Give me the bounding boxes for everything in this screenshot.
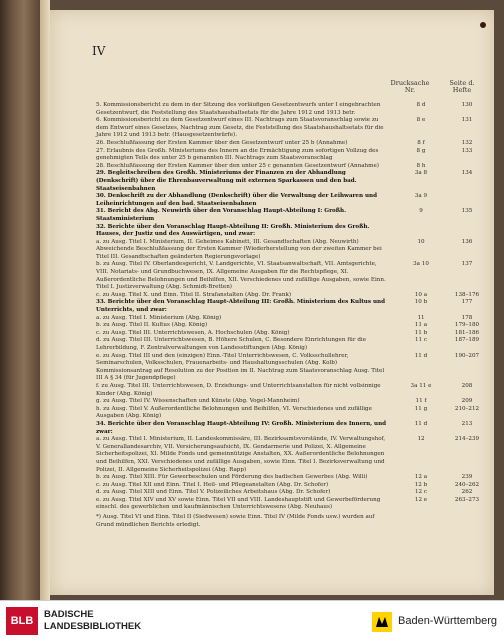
toc-entry-text: g. zu Ausg. Titel IV. Wissenschaften und Künste (Abg. Vogel-Mannheim) — [96, 398, 300, 405]
page-corner-mark — [480, 22, 486, 28]
toc-entry-text: b. zu Ausg. Titel XIII. Für Gewerbeschulen und Förderung des badischen Gewerbes (Abg. Willi) — [96, 474, 368, 481]
toc-entry — [96, 353, 486, 368]
toc-entry-page: 239 — [461, 474, 473, 481]
toc-entry-drucksache: 10 b — [414, 299, 428, 306]
toc-entry-drucksache: 11 f — [415, 398, 427, 405]
toc-entry-text: c. zu Ausg. Titel X. und Einn. Titel II. Strafanstalten (Abg. Dr. Frank) — [96, 291, 292, 298]
toc-entry — [96, 163, 486, 171]
page-number: IV — [92, 44, 106, 58]
toc-entry — [96, 330, 486, 338]
toc-entry-text: a. zu Ausg. Titel I. Ministerium (Abg. König) — [96, 314, 222, 321]
toc-entry-drucksache: 10 — [417, 238, 425, 245]
toc-entry — [96, 193, 486, 208]
toc-entry — [96, 398, 486, 406]
toc-entry — [96, 497, 486, 512]
toc-entry-page: 131 — [461, 117, 473, 124]
toc-entry-page: 240–262 — [454, 481, 480, 488]
toc-entry-text: c. zu Ausg. Titel III. Unterrichtswesen, A. Hochschulen (Abg. König) — [96, 329, 290, 336]
toc-entry-page: 179–180 — [454, 322, 480, 329]
toc-entry-page: 130 — [461, 102, 473, 108]
toc-entry — [96, 337, 486, 352]
toc-entry — [96, 170, 486, 193]
footer-bar — [0, 600, 504, 642]
toc-entry — [96, 489, 486, 497]
toc-entry-drucksache: 11 b — [414, 329, 428, 336]
baden-wuerttemberg-lion-icon — [372, 612, 392, 632]
toc-entry-page: 178 — [461, 314, 473, 321]
toc-entry — [96, 436, 486, 474]
toc-entry-drucksache: 8 h — [416, 162, 426, 169]
binding-edge — [40, 0, 50, 600]
column-header-page: Seite d. Hefte — [449, 79, 475, 94]
toc-entry-drucksache: 12 b — [414, 481, 428, 488]
toc-entry-text: a. zu Ausg. Titel I. Ministerium, II. Landeskommissäre, III. Bezirksamtsvorstände, IV. Verwaltungshof, V. Generallandesarchiv, VII. Versicherungsaufsicht, IX. Gendarmerie und Polizei, X. Allgemeine Sicherheitspolizei, XI. Milde Fonds und gemeinnützige Anstalten, XX. Außerordentliche Belohnungen und Beihilfen, XXI. Verschiedenes und zufällige Ausgaben, sowie Einn. Titel I. Bezirksverwaltung und Polizei, II. Allgemeine Sicherheitspolizei (Abg. Rapp) — [96, 436, 386, 473]
toc-entry-page: 132 — [461, 139, 473, 146]
toc-entry — [96, 261, 486, 291]
toc-entry-text: 31. Bericht des Abg. Neuwirth über den Voranschlag Haupt-Abteilung I: Großh. Staatsministerium — [96, 208, 347, 222]
toc-entry-text: 6. Kommissionsbericht zu dem Gesetzentwurf eines III. Nachtrags zum Staatsvoranschlag sowie zu dem Entwurf eines Gesetzes, Nachtrag zum Gesetz, die Feststellung des Staatshaushaltsetats für die Jahre 1912 und 1913 betr. (Hausgesetzentwürfe). — [96, 117, 384, 139]
toc-entry-text: 28. Beschlußfassung der Ersten Kammer über den unter 25 c genannten Gesetzentwurf (Annahme) — [96, 162, 379, 169]
toc-entry-text: b. zu Ausg. Titel IV. Oberlandesgericht, V. Landgerichte, VI. Staatsanwaltschaft, VII. Amtsgerichte, VIII. Notariats- und Grundbuchwesen, IX. Allgemeine Ausgaben für die Rechtspflege, XI. Außerordentliche Belohnungen und Beihilfen, XII. Verschiedenes und zufällige Ausgaben, sowie Einn. Titel I. Justizverwaltung (Abg. Schmidt-Bretten) — [96, 261, 386, 291]
toc-entry-text: b. zu Ausg. Titel II. Kultus (Abg. König) — [96, 322, 208, 329]
toc-entry-page: 177 — [461, 299, 473, 306]
toc-entry-drucksache: 3a 10 — [413, 261, 429, 268]
toc-entry-text: Kommissionsantrag auf Resolution zu der Position im II. Nachtrag zum Staatsvoranschlag Ausg. Titel III A § 34 (für Jugendpflege) — [96, 367, 385, 382]
toc-entry-drucksache: 12 e — [414, 496, 428, 503]
toc-entry-page: 213 — [461, 420, 473, 427]
toc-entry-text: 34. Berichte über den Voranschlag Haupt-Abteilung IV: Großh. Ministerium des Innern, und zwar: — [96, 420, 387, 435]
toc-entry-page: 187–189 — [454, 337, 480, 344]
toc-entry-page: 210–212 — [454, 405, 480, 412]
toc-entry-page: 138–176 — [454, 291, 480, 298]
toc-entry-page: 137 — [461, 261, 473, 268]
toc-entry-drucksache: 3a 11 e — [410, 382, 432, 389]
toc-entry — [96, 299, 486, 314]
table-of-contents — [96, 102, 486, 529]
toc-entry-drucksache: 10 a — [414, 291, 428, 298]
toc-entry-text: h. zu Ausg. Titel V. Außerordentliche Belohnungen und Beihilfen, VI. Verschiedenes und zufällige Ausgaben (Abg. König) — [96, 405, 372, 420]
toc-entry — [96, 208, 486, 223]
book-binding — [0, 0, 40, 600]
toc-entry-text: 29. Begleitschreiben des Großh. Ministeriums der Finanzen zu der Abhandlung (Denkschrift) über die Ehrenbauverwaltung mit externen Sparkassen und den bad. Staatseisenbahnen — [96, 170, 357, 192]
blb-name-line2: LANDESBIBLIOTHEK — [44, 621, 142, 632]
toc-entry-text: c. zu Ausg. Titel XII und Einn. Titel I. Heil- und Pflegeanstalten (Abg. Dr. Schofer) — [96, 481, 329, 488]
toc-entry-drucksache: 3a 9 — [414, 193, 428, 200]
toc-entry-drucksache: 8 e — [416, 117, 426, 124]
toc-entry-drucksache: 8 f — [417, 139, 425, 146]
toc-entry-drucksache: 11 — [417, 314, 425, 321]
toc-entry-drucksache: 8 g — [416, 147, 426, 154]
toc-entry-page: 133 — [461, 147, 473, 154]
toc-entry-drucksache: 12 — [417, 436, 425, 443]
toc-entry-text: 33. Berichte über den Voranschlag Haupt-Abteilung III: Großh. Ministerium des Kultus und Unterrichts, und zwar: — [96, 299, 385, 314]
baden-wuerttemberg-label: Baden-Württemberg — [398, 615, 498, 627]
toc-entry — [96, 368, 486, 383]
toc-entry-text: 26. Beschlußfassung der Ersten Kammer über den Gesetzentwurf unter 25 b (Annahme) — [96, 139, 348, 146]
toc-entry — [96, 406, 486, 421]
toc-entry-drucksache: 11 d — [414, 420, 428, 427]
toc-entry-page: 214–239 — [454, 436, 480, 443]
toc-entry-drucksache: 11 d — [414, 352, 428, 359]
toc-entry-page: 135 — [461, 208, 473, 215]
toc-entry — [96, 239, 486, 262]
blb-logo-icon: BLB — [6, 607, 38, 635]
toc-entry-text: e. zu Ausg. Titel III und den (einzigen) Einn.-Titel Unterrichtswesen, C. Volksschullehrer, Seminarschulen, Volksschulen, Frauenarbeits- und Haushaltungsschulen (Abg. Kolb) — [96, 352, 349, 367]
toc-entry-text: 5. Kommissionsbericht zu dem in der Sitzung des vorläufigen Gesetzentwurfs unter I eingebrachten Gesetzentwurf, die Feststellung des Staatshaushaltsetats für die Jahre 1912 und 1913 betr. — [96, 102, 381, 116]
toc-entry-drucksache: 9 — [419, 208, 423, 215]
toc-entry — [96, 117, 486, 140]
toc-entry-text: 30. Denkschrift zu der Abhandlung (Denkschrift) über die Verwaltung der Leihwaren und Leiheinrichtungen auf den bad. Staatseisenbahnen — [96, 193, 378, 207]
toc-entry — [96, 140, 486, 148]
toc-entry-drucksache: 12 a — [414, 474, 428, 481]
toc-entry — [96, 322, 486, 330]
toc-entry — [96, 148, 486, 163]
toc-entry-page: 262 — [461, 489, 473, 496]
toc-entry-page: 263–273 — [454, 496, 480, 503]
toc-entry-page: 190–207 — [454, 352, 480, 359]
toc-entry-drucksache: 11 c — [414, 337, 428, 344]
toc-entry-text: 32. Berichte über den Voranschlag Haupt-Abteilung II: Großh. Ministerium des Großh. Hauses, der Justiz und des Auswärtigen, und zwar: — [96, 223, 370, 238]
document-page — [50, 10, 494, 595]
toc-entry — [96, 102, 486, 117]
footnote: *) Ausg. Titel VI und Einn. Titel II (Siedwesen) sowie Einn. Titel IV (Milde Fonds usw.) wurden auf Grund mündlichen Berichts erledigt. — [96, 514, 375, 528]
toc-entry — [96, 383, 486, 398]
toc-entry-drucksache: 8 d — [416, 102, 426, 108]
toc-entry — [96, 421, 486, 436]
blb-library-name — [44, 609, 141, 633]
toc-entry-text: d. zu Ausg. Titel III. Unterrichtswesen, B. Höhere Schulen, C. Besondere Einrichtungen für die Lehrerbildung, F. Zentralverwaltungen von Landesstiftungen (Abg. König) — [96, 337, 367, 351]
toc-entry-drucksache: 11 g — [414, 405, 428, 412]
toc-entry-page: 209 — [461, 398, 473, 405]
toc-entry-page: 181–186 — [454, 329, 480, 336]
column-header-ref: Drucksache Nr. — [390, 79, 430, 94]
toc-entry-page: 208 — [461, 382, 473, 389]
blb-name-line1: BADISCHE — [44, 609, 94, 620]
toc-entry-drucksache: 12 c — [414, 489, 428, 496]
toc-entry-page: 134 — [461, 170, 473, 177]
toc-entry-text: d. zu Ausg. Titel XIII und Einn. Titel V. Polizeiliches Arbeitshaus (Abg. Dr. Schofer) — [96, 489, 331, 496]
toc-entry-text: e. zu Ausg. Titel XIV und XV sowie Einn. Titel VII und VIII. Landeshauptstift und Gewerbeförderung einschl. des gewerblichen und kaufmännischen Unterrichtswesens (Abg. Neuhaus) — [96, 496, 381, 511]
toc-entry-page: 136 — [461, 238, 473, 245]
toc-entry-drucksache: 3a 8 — [414, 170, 428, 177]
toc-entry — [96, 224, 486, 239]
toc-entry-text: f. zu Ausg. Titel III. Unterrichtswesen, D. Erziehungs- und Unterrichtsanstalten für nicht vollsinnige Kinder (Abg. König) — [96, 382, 381, 397]
toc-entry-text: a. zu Ausg. Titel I. Ministerium, II. Geheimes Kabinett, III. Gesandtschaften (Abg. Neuwirth) Abweichende Beschlußfassung der Ersten Kammer (Wiederherstellung von der zweiten Kammer bei Titel III. Gesandtschaften geänderten Regierungsvorlage) — [96, 238, 382, 260]
toc-entry-text: 27. Erlaubnis des Großh. Ministeriums des Innern an die Ermächtigung zum sofortigen Vollzug des genehmigten Teils des unter 25 b genannten III. Nachtrags zum Staatsvoranschlag — [96, 147, 379, 162]
toc-entry-drucksache: 11 a — [414, 322, 428, 329]
toc-entry — [96, 474, 486, 482]
